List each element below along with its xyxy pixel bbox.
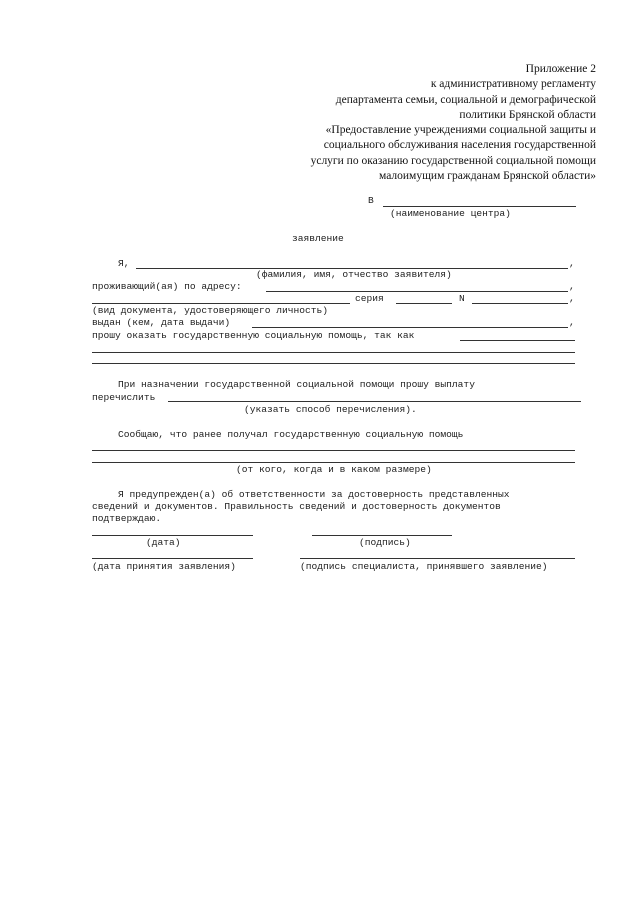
header-line: к административному регламенту (430, 78, 596, 91)
address-field[interactable] (266, 291, 568, 292)
reason-field-line[interactable] (92, 363, 575, 364)
warning-line: сведений и документов. Правильность сведений и достоверность документов (92, 501, 501, 512)
series-field[interactable] (396, 303, 452, 304)
appendix-header (176, 62, 596, 184)
warning-line: подтверждаю. (92, 513, 162, 524)
series-label: серия (355, 293, 384, 304)
issued-label: выдан (кем, дата выдачи) (92, 317, 231, 328)
comma: , (569, 281, 575, 292)
header-line: Приложение 2 (525, 63, 596, 75)
to-prefix: В (368, 195, 374, 206)
reason-field[interactable] (460, 340, 575, 341)
accept-date-hint: (дата принятия заявления) (92, 561, 236, 572)
signature-field[interactable] (312, 535, 452, 536)
request-text: прошу оказать государственную социальную помощь, так как (92, 330, 415, 341)
previous-help-hint: (от кого, когда и в каком размере) (236, 464, 432, 475)
header-line: «Предоставление учреждениями социальной защиты и (325, 124, 596, 137)
center-name-field[interactable] (383, 206, 576, 207)
specialist-signature-hint: (подпись специалиста, принявшего заявление) (300, 561, 548, 572)
warning-line: Я предупрежден(а) об ответственности за достоверность представленных (118, 489, 510, 500)
accept-date-field[interactable] (92, 558, 253, 559)
date-hint: (дата) (146, 537, 181, 548)
id-document-hint: (вид документа, удостоверяющего личность) (92, 305, 329, 316)
number-label: N (459, 293, 465, 304)
payment-text: При назначении государственной социальной помощи прошу выплату (118, 379, 475, 390)
number-field[interactable] (472, 303, 568, 304)
address-label: проживающий(ая) по адресу: (92, 281, 242, 292)
header-line: департамента семьи, социальной и демографической (335, 93, 596, 106)
transfer-method-field[interactable] (168, 401, 581, 402)
comma: , (569, 317, 575, 328)
specialist-signature-field[interactable] (300, 558, 575, 559)
issued-field[interactable] (252, 327, 568, 328)
reason-field-line[interactable] (92, 352, 575, 353)
transfer-label: перечислить (92, 392, 156, 403)
previous-help-field[interactable] (92, 450, 575, 451)
header-line: политики Брянской области (459, 108, 596, 121)
applicant-name-hint: (фамилия, имя, отчество заявителя) (256, 269, 452, 280)
comma: , (569, 293, 575, 304)
previous-text: Сообщаю, что ранее получал государственную социальную помощь (118, 429, 464, 440)
transfer-method-hint: (указать способ перечисления). (244, 404, 417, 415)
i-label: Я, (118, 258, 130, 269)
header-line: малоимущим гражданам Брянской области» (379, 170, 596, 183)
signature-hint: (подпись) (359, 537, 411, 548)
header-line: услуги по оказанию государственной социальной помощи (310, 154, 596, 167)
id-document-field[interactable] (92, 303, 350, 304)
document-title: заявление (292, 233, 344, 244)
header-line: социального обслуживания населения государственной (323, 139, 596, 152)
date-field[interactable] (92, 535, 253, 536)
comma: , (569, 258, 575, 269)
previous-help-field[interactable] (92, 462, 575, 463)
center-name-hint: (наименование центра) (390, 208, 511, 219)
